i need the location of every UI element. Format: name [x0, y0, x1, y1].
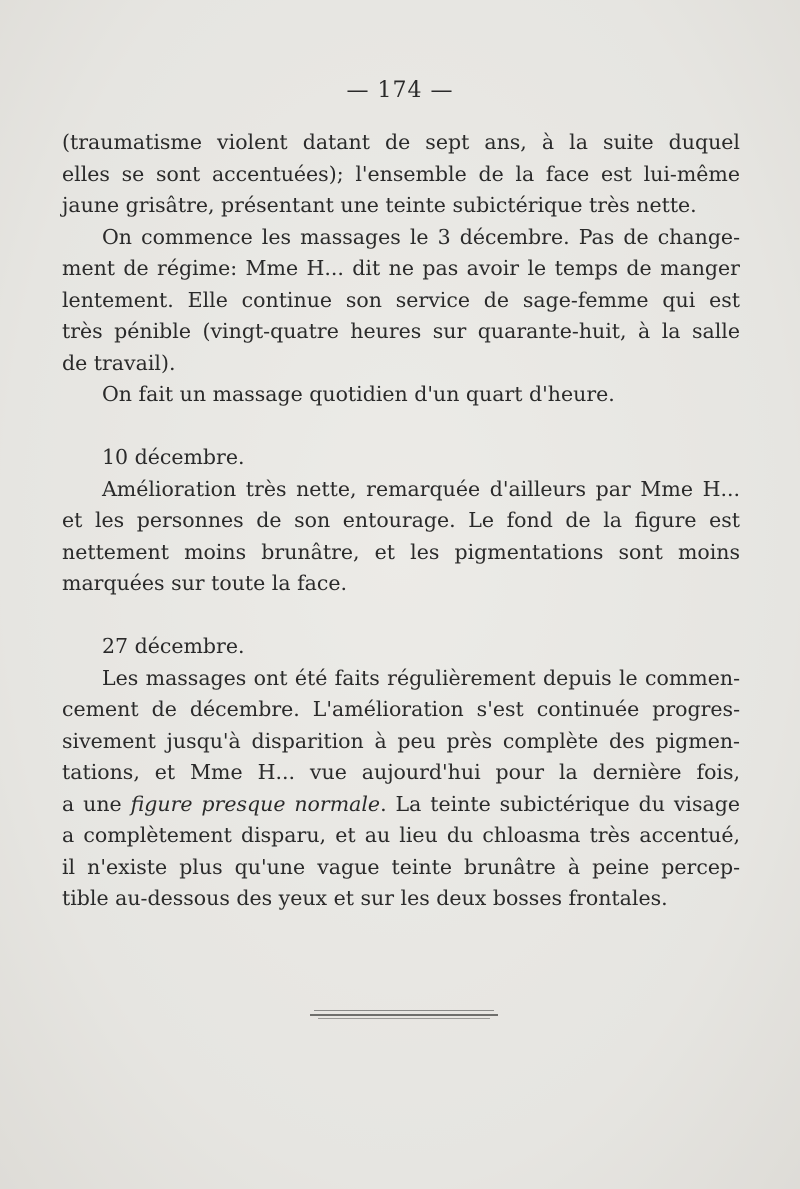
- text-line: lentement. Elle continue son service de sage-femme qui est: [62, 287, 740, 312]
- text-line: elles se sont accentuées); l'ensemble de la face est lui-même: [62, 161, 740, 186]
- text-line: marquées sur toute la face.: [62, 571, 348, 595]
- text-line: On commence les massages le 3 décembre. Pas de change-: [102, 224, 740, 249]
- paragraph-gap: [62, 411, 740, 443]
- date-heading-text: 27 décembre.: [102, 634, 245, 658]
- text-line: il n'existe plus qu'une vague teinte brunâtre à peine percep-: [62, 854, 740, 879]
- text-line: Amélioration très nette, remarquée d'ailleurs par Mme H...: [102, 476, 740, 501]
- ornament-line: [318, 1018, 490, 1019]
- paragraph: [62, 379, 740, 411]
- page-number: — 174 —: [346, 78, 454, 103]
- date-heading: [62, 442, 740, 474]
- text-line: et les personnes de son entourage. Le fond de la figure est: [62, 508, 740, 532]
- text-line-with-italic: [62, 789, 740, 821]
- paragraph: [62, 474, 740, 600]
- ornament-line: [314, 1010, 494, 1011]
- text-line: tible au-dessous des yeux et sur les deux bosses frontales.: [62, 886, 668, 910]
- text-line: ment de régime: Mme H... dit ne pas avoir le temps de manger: [62, 256, 740, 280]
- text-line: très pénible (vingt-quatre heures sur quarante-huit, à la salle: [62, 319, 740, 343]
- date-heading-text: 10 décembre.: [102, 445, 245, 469]
- paragraph-gap: [62, 600, 740, 632]
- text-line: cement de décembre. L'amélioration s'est continuée progres-: [62, 697, 740, 721]
- italic-text-segment: figure presque normale: [130, 791, 381, 816]
- body-text: [62, 127, 740, 915]
- text-segment: a une: [62, 791, 131, 816]
- text-line: sivement jusqu'à disparition à peu près complète des pigmen-: [62, 728, 740, 753]
- text-line: Les massages ont été faits régulièrement depuis le commen-: [102, 665, 740, 690]
- paragraph: [62, 127, 740, 222]
- text-line: a complètement disparu, et au lieu du chloasma très accentué,: [62, 823, 740, 847]
- date-heading: [62, 631, 740, 663]
- text-line: jaune grisâtre, présentant une teinte subictérique très nette.: [62, 193, 697, 217]
- text-segment: . La teinte subictérique du visage: [380, 791, 740, 816]
- end-ornament-rule: [310, 1009, 498, 1019]
- text-line: (traumatisme violent datant de sept ans, à la suite duquel: [62, 130, 740, 154]
- text-line: On fait un massage quotidien d'un quart d'heure.: [102, 382, 615, 406]
- ornament-line: [310, 1014, 498, 1016]
- paragraph: [62, 222, 740, 380]
- text-line: tations, et Mme H... vue aujourd'hui pour la dernière fois,: [62, 760, 740, 784]
- text-line: de travail).: [62, 350, 176, 375]
- paragraph: [62, 663, 740, 915]
- text-line: nettement moins brunâtre, et les pigmentations sont moins: [62, 539, 740, 564]
